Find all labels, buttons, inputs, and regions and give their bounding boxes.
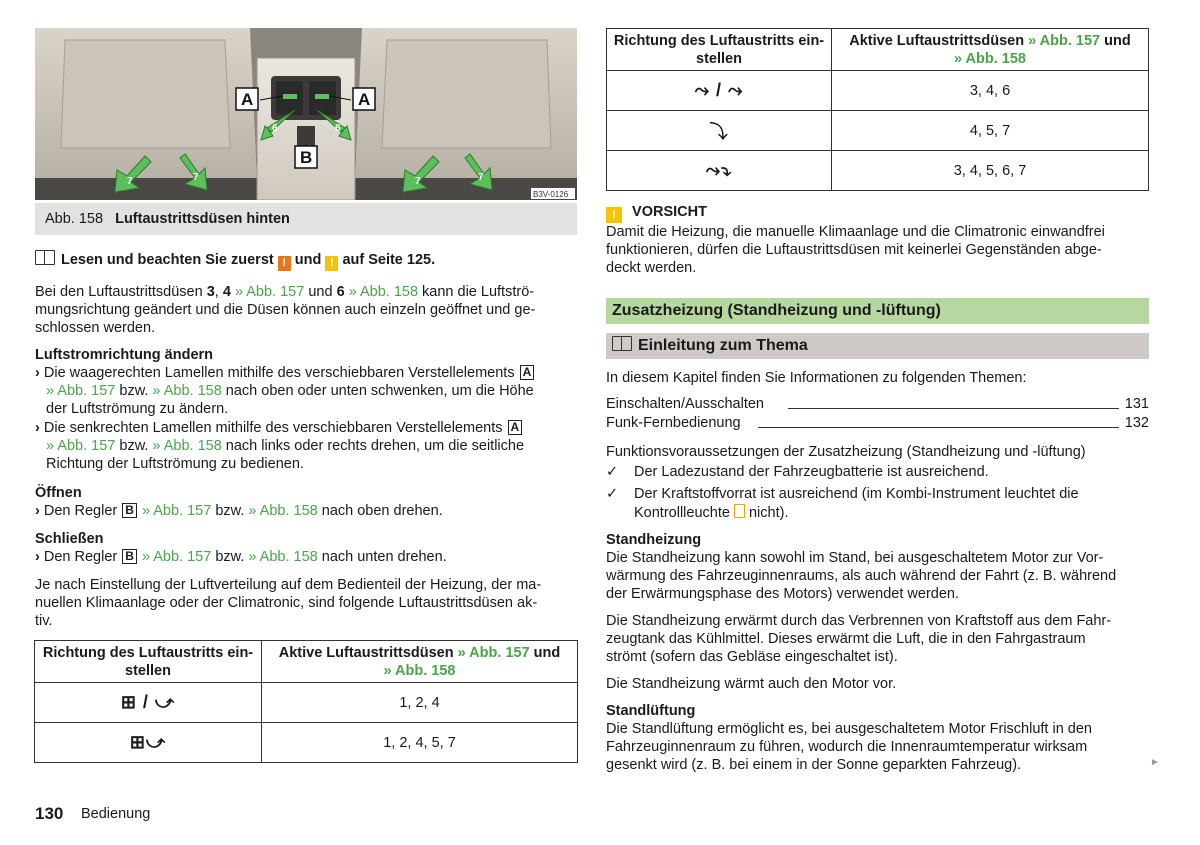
heading-standheizung: Standheizung — [606, 532, 702, 548]
warning-yellow-icon: ! — [325, 256, 338, 271]
section-title: Zusatzheizung (Standheizung und -lüftung) — [606, 298, 1149, 324]
link-abb-158[interactable]: » Abb. 158 — [248, 549, 318, 565]
paragraph-intro: Bei den Luftaustrittsdüsen 3, 4 » Abb. 157 und 6 » Abb. 158 kann die Luftströ- mungsrichtung geändert und die Düsen können auch einzeln geöffnet und ge- schlossen werden. — [35, 284, 536, 336]
callout-a-left: A — [241, 90, 254, 109]
caution-title: VORSICHT — [632, 204, 707, 220]
table-row — [607, 111, 1149, 151]
rear-vents-illustration — [35, 28, 577, 200]
footer-section: Bedienung — [81, 806, 151, 822]
label-7-d: 7 — [478, 172, 484, 183]
book-icon — [612, 336, 632, 351]
table-row — [607, 71, 1149, 111]
heading-close: Schließen — [35, 531, 104, 547]
book-icon — [35, 250, 55, 265]
paragraph-standheizung-3: Die Standheizung wärmt auch den Motor vor. — [606, 676, 897, 692]
toc-page: 132 — [1124, 415, 1149, 431]
upper-body-and-footwell-icon: ⤳⤵ — [607, 151, 832, 191]
label-6-left: 6 — [272, 123, 278, 134]
table-left — [34, 640, 578, 763]
footwell-icon: ⤵ — [607, 111, 832, 151]
toc-entry[interactable]: Einschalten/Ausschalten 131 — [606, 396, 1149, 412]
defrost-and-footwell-icon: ⊞⤻ — [35, 723, 262, 763]
toc-entry[interactable]: Funk-Fernbedienung 132 — [606, 415, 1149, 431]
link-abb-158[interactable]: » Abb. 158 — [152, 383, 222, 399]
defrost-footwell-icon: ⊞ / ⤻ — [35, 683, 262, 723]
label-7-b: 7 — [193, 172, 199, 183]
prerequisites-heading: Funktionsvoraussetzungen der Zusatzheizung (Standheizung und -lüftung) — [606, 444, 1086, 460]
link-abb-158[interactable]: » Abb. 158 — [348, 284, 419, 300]
link-abb-157[interactable]: » Abb. 157 — [46, 438, 116, 454]
link-abb-158[interactable]: » Abb. 158 — [248, 503, 318, 519]
bullet-vertical-slats: › Die senkrechten Lamellen mithilfe des verschiebbaren Verstellelements A » Abb. 157 bzw. » Abb. 158 nach links oder rechts drehen, um die seitliche Richtung der Luftströmung zu bedienen. — [35, 420, 525, 472]
figure-caption — [35, 203, 577, 235]
page-number: 130 — [35, 804, 64, 823]
table-row — [35, 723, 578, 763]
heading-standlueftung: Standlüftung — [606, 703, 696, 719]
figure — [35, 28, 577, 200]
vents-value: 1, 2, 4 — [262, 683, 578, 723]
col-header-direction: Richtung des Luftaustritts ein- stellen — [35, 641, 262, 683]
label-6-right: 6 — [335, 123, 341, 134]
label-7-a: 7 — [127, 176, 133, 187]
checkmark-icon: ✓ — [606, 464, 619, 480]
toc-intro: In diesem Kapitel finden Sie Informationen zu folgenden Themen: — [606, 370, 1027, 386]
link-abb-157[interactable]: » Abb. 157 — [234, 284, 305, 300]
key-a: A — [520, 365, 535, 380]
subsection-title: Einleitung zum Thema — [606, 333, 1149, 359]
check-item: ✓ Der Kraftstoffvorrat ist ausreichend (im Kombi-Instrument leuchtet die Kontrollleuchte nicht). — [606, 486, 1079, 521]
link-abb-157[interactable]: » Abb. 157 — [141, 549, 212, 565]
col-header-active-vents: Aktive Luftaustrittsdüsen » Abb. 157 und » Abb. 158 — [832, 29, 1149, 71]
checkmark-icon: ✓ — [606, 486, 619, 502]
figure-code: B3V-0126 — [533, 190, 569, 199]
vents-value: 3, 4, 6 — [832, 71, 1149, 111]
paragraph-standheizung-2: Die Standheizung erwärmt durch das Verbrennen von Kraftstoff aus dem Fahr- zeugtank das Kühlmittel. Dieses erwärmt die Luft, die in den Fahrgastraum strömt (sofern das Gebläse eingeschaltet ist). — [606, 613, 1112, 665]
read-first-note: Lesen und beachten Sie zuerst ! und ! auf Seite 125. — [35, 250, 580, 271]
bullet-horizontal-slats: › Die waagerechten Lamellen mithilfe des verschiebbaren Verstellelements A » Abb. 157 bzw. » Abb. 158 nach oben oder unten schwenken, um die Höhe der Luftströmung zu ändern. — [35, 365, 534, 417]
caution-box: ! VORSICHT Damit die Heizung, die manuelle Klimaanlage und die Climatronic einwandfrei funktionieren, dürfen die Luftaustrittsdüsen mit keinerlei Gegenständen abge- deckt werden. — [606, 204, 1105, 276]
col-header-direction: Richtung des Luftaustritts ein- stellen — [607, 29, 832, 71]
key-b: B — [122, 503, 137, 518]
vents-value: 3, 4, 5, 6, 7 — [832, 151, 1149, 191]
table-right — [606, 28, 1149, 191]
bullet-close: › Den Regler B » Abb. 157 bzw. » Abb. 158 nach unten drehen. — [35, 549, 447, 565]
warning-orange-icon: ! — [278, 256, 291, 271]
caution-icon: ! — [606, 207, 622, 223]
fuel-warning-icon — [734, 504, 745, 518]
paragraph-standlueftung: Die Standlüftung ermöglicht es, bei ausgeschaltetem Motor Frischluft in den Fahrzeuginnenraum zu führen, wodurch die Innenraumtemperatur wirksam gesenkt wird (z. B. bei einem in der Sonne geparkten Fahrzeug). — [606, 721, 1092, 773]
paragraph-standheizung-1: Die Standheizung kann sowohl im Stand, bei ausgeschaltetem Motor zur Vor- wärmung des Fahrzeuginnenraums, als auch während der Fahrt (z. B. während der Erwärmungsphase des Motors) verwendet werden. — [606, 550, 1117, 602]
link-abb-157[interactable]: » Abb. 157 — [141, 503, 212, 519]
key-a: A — [508, 420, 523, 435]
caption-number: Abb. 158 — [45, 211, 104, 227]
vents-value: 4, 5, 7 — [832, 111, 1149, 151]
link-abb-157[interactable]: » Abb. 157 — [46, 383, 116, 399]
table-row — [35, 683, 578, 723]
caption-text: Luftaustrittsdüsen hinten — [115, 211, 290, 227]
callout-a-right: A — [358, 90, 371, 109]
link-abb-158[interactable]: » Abb. 158 — [152, 438, 222, 454]
toc-page: 131 — [1124, 396, 1149, 412]
callout-b: B — [300, 148, 313, 167]
table-row — [607, 151, 1149, 191]
col-header-active-vents: Aktive Luftaustrittsdüsen » Abb. 157 und » Abb. 158 — [262, 641, 578, 683]
heading-airflow-direction: Luftstromrichtung ändern — [35, 347, 214, 363]
continue-arrow-icon: ► — [1150, 757, 1160, 768]
bullet-open: › Den Regler B » Abb. 157 bzw. » Abb. 158 nach oben drehen. — [35, 503, 443, 519]
check-item: ✓ Der Ladezustand der Fahrzeugbatterie ist ausreichend. — [606, 464, 989, 480]
key-b: B — [122, 549, 137, 564]
heading-open: Öffnen — [35, 485, 82, 501]
vents-value: 1, 2, 4, 5, 7 — [262, 723, 578, 763]
upper-body-footwell-icon: ⤳ / ⤳ — [607, 71, 832, 111]
paragraph-distribution: Je nach Einstellung der Luftverteilung auf dem Bedienteil der Heizung, der ma- nuellen Klimaanlage oder der Climatronic, sind folgende Luftaustrittsdüsen ak- tiv. — [35, 577, 542, 629]
label-7-c: 7 — [415, 176, 421, 187]
